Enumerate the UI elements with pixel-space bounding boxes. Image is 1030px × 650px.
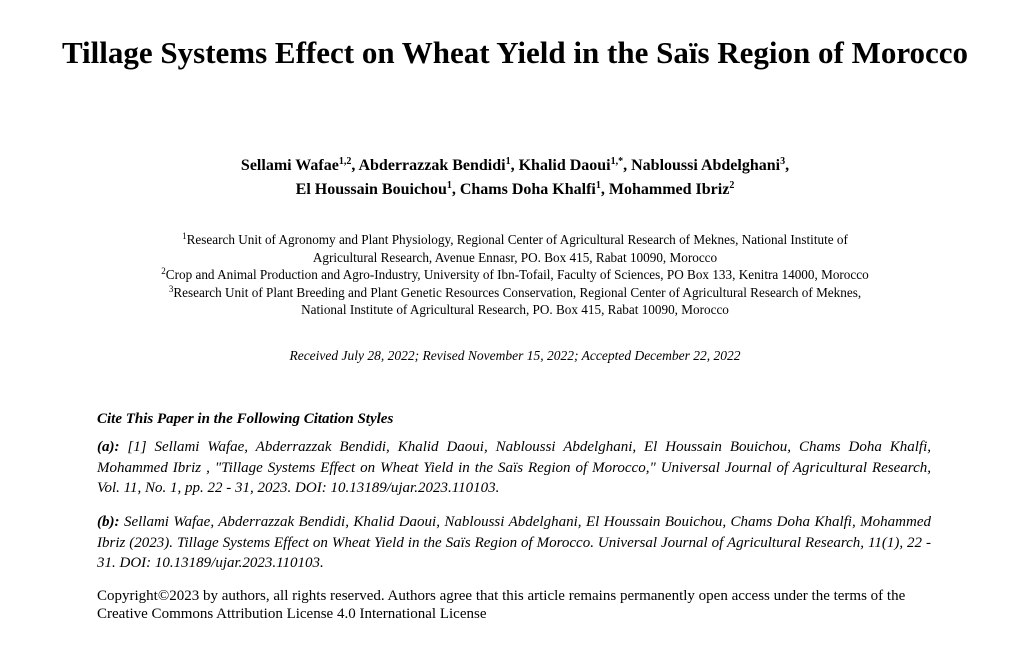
author-affil-sup: 1	[446, 180, 452, 191]
author-name: Chams Doha Khalfi	[459, 181, 596, 198]
affiliation-text: Research Unit of Plant Breeding and Plant Genetic Resources Conservation, Regional Center of Agricultural Research of Meknes,	[173, 284, 862, 300]
affiliation-list	[60, 231, 970, 319]
author-list	[60, 154, 970, 202]
citation-text: [1] Sellami Wafae, Abderrazzak Bendidi, Khalid Daoui, Nabloussi Abdelghani, El Houssain Bouichou, Chams Doha Khalfi, Mohammed Ibriz , "Tillage Systems Effect on Wheat Yield in the Saïs Region of Morocco," Universal Journal of Agricultural Research, Vol. 11, No. 1, pp. 22 - 31, 2023. DOI: 10.13189/ujar.2023.110103.	[97, 439, 932, 496]
affiliation-sup: 2	[161, 266, 166, 277]
citation-heading: Cite This Paper in the Following Citation Styles	[97, 411, 394, 427]
affiliation-1	[60, 231, 970, 249]
affiliation-2	[60, 266, 970, 284]
citation-label: (b):	[97, 514, 120, 530]
author-separator: ,	[623, 157, 632, 174]
author-affil-sup: 1,*	[610, 156, 624, 167]
author-name: Mohammed Ibriz	[608, 181, 730, 198]
citation-text: Sellami Wafae, Abderrazzak Bendidi, Khalid Daoui, Nabloussi Abdelghani, El Houssain Bouichou, Chams Doha Khalfi, Mohammed Ibriz (2023). Tillage Systems Effect on Wheat Yield in the Saïs Region of Morocco. Universal Journal of Agricultural Research, 11(1), 22 - 31. DOI: 10.13189/ujar.2023.110103.	[97, 514, 931, 571]
author-separator: ,	[510, 157, 519, 174]
author-line-2	[60, 178, 970, 202]
author-name: Abderrazzak Bendidi	[358, 157, 506, 174]
affiliation-1-cont: Agricultural Research, Avenue Ennasr, PO. Box 415, Rabat 10090, Morocco	[312, 249, 718, 265]
author-affil-sup: 1	[595, 180, 601, 191]
author-affil-sup: 1	[505, 156, 511, 167]
citation-style-a	[97, 437, 931, 499]
affiliation-text: Crop and Animal Production and Agro-Industry, University of Ibn-Tofail, Faculty of Sciences, PO Box 133, Kenitra 14000, Morocco	[165, 267, 869, 283]
author-separator: ,	[600, 181, 609, 198]
citation-label: (a):	[97, 439, 120, 455]
author-affil-sup: 1,2	[338, 156, 352, 167]
author-line-1	[60, 154, 970, 178]
author-separator: ,	[351, 157, 359, 174]
affiliation-3	[60, 284, 970, 302]
submission-dates: Received July 28, 2022; Revised November 15, 2022; Accepted December 22, 2022	[289, 348, 741, 363]
author-separator: ,	[785, 157, 790, 174]
citation-style-b	[97, 512, 931, 574]
author-name: Sellami Wafae	[240, 157, 339, 174]
author-affil-sup: 3	[780, 156, 786, 167]
affiliation-sup: 1	[182, 231, 187, 241]
author-separator: ,	[451, 181, 460, 198]
affiliation-3-cont: National Institute of Agricultural Research, PO. Box 415, Rabat 10090, Morocco	[301, 302, 729, 318]
affiliation-text: Research Unit of Agronomy and Plant Physiology, Regional Center of Agricultural Research of Meknes, National Institute of	[186, 232, 848, 247]
copyright-notice: Copyright©2023 by authors, all rights reserved. Authors agree that this article remains permanently open access under the terms of the Creative Commons Attribution License 4.0 International License	[97, 588, 906, 622]
author-name: Khalid Daoui	[518, 157, 611, 174]
paper-title: Tillage Systems Effect on Wheat Yield in the Saïs Region of Morocco	[61, 35, 969, 70]
affiliation-sup: 3	[168, 283, 174, 294]
author-name: Nabloussi Abdelghani	[631, 157, 781, 174]
author-affil-sup: 2	[729, 180, 735, 191]
author-name: El Houssain Bouichou	[295, 181, 447, 198]
